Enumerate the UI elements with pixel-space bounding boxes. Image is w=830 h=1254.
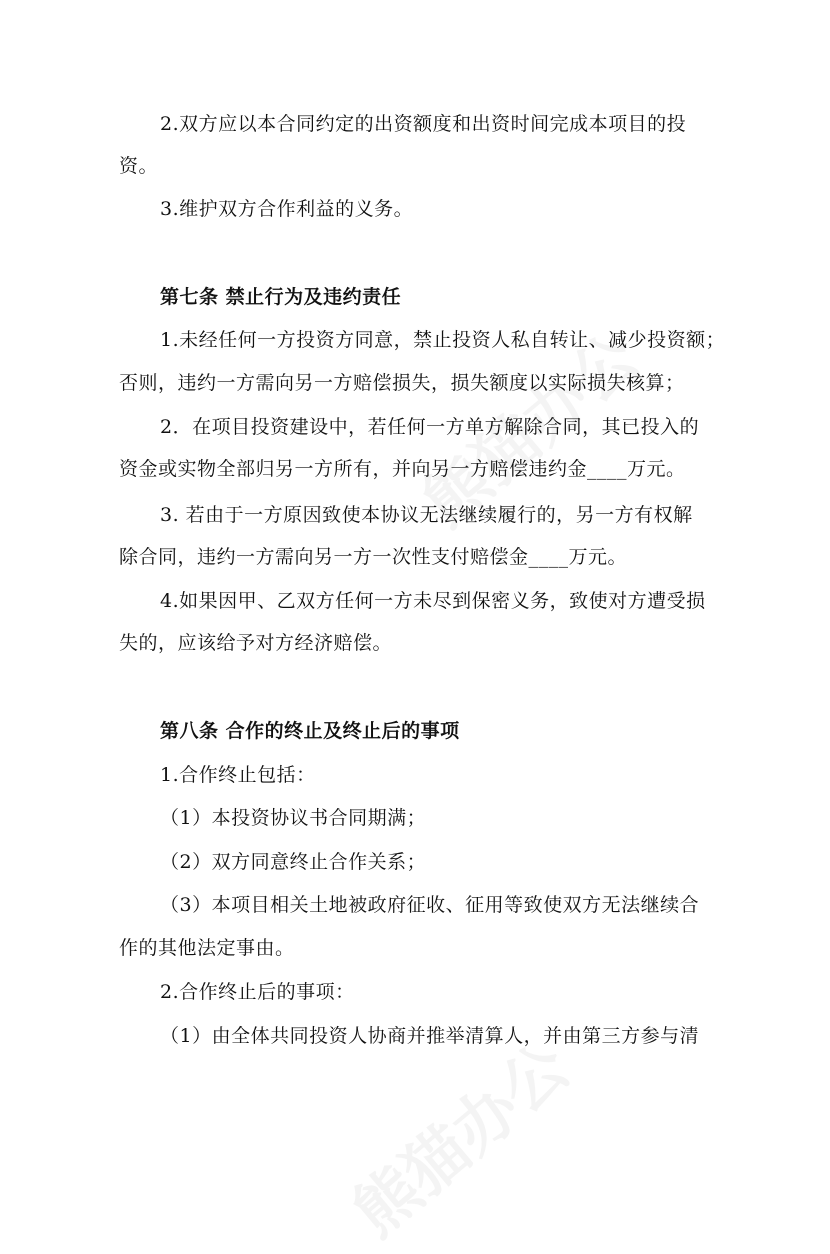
- article-7-item-4-line-1: 4.如果因甲、乙双方任何一方未尽到保密义务，致使对方遭受损: [160, 590, 706, 612]
- article-8-item-1-sub-2: （2）双方同意终止合作关系；: [160, 851, 427, 873]
- article-7-item-1-line-2: 否则，违约一方需向另一方赔偿损失，损失额度以实际损失核算；: [119, 372, 685, 394]
- article-7-item-3-line-1: 3. 若由于一方原因致使本协议无法继续履行的，另一方有权解: [160, 504, 693, 526]
- article-8-item-1: 1.合作终止包括：: [160, 764, 316, 786]
- article-7-heading: 第七条 禁止行为及违约责任: [160, 286, 402, 308]
- clause-6-item-3: 3.维护双方合作利益的义务。: [160, 198, 414, 220]
- article-8-item-2: 2.合作终止后的事项：: [160, 981, 355, 1003]
- article-8-item-2-sub-1: （1）由全体共同投资人协商并推举清算人，并由第三方参与清: [160, 1025, 700, 1047]
- article-7-item-4-line-2: 失的，应该给予对方经济赔偿。: [119, 632, 393, 654]
- article-7-item-3-line-2: 除合同，违约一方需向另一方一次性支付赔偿金____万元。: [119, 546, 628, 568]
- article-8-heading: 第八条 合作的终止及终止后的事项: [160, 720, 460, 742]
- article-7-item-2-line-2: 资金或实物全部归另一方所有，并向另一方赔偿违约金____万元。: [119, 458, 686, 480]
- article-7-item-2-line-1: 2．在项目投资建设中，若任何一方单方解除合同，其已投入的: [160, 416, 700, 438]
- clause-6-item-2-line-1: 2.双方应以本合同约定的出资额度和出资时间完成本项目的投: [160, 113, 687, 135]
- article-7-item-1-line-1: 1.未经任何一方投资方同意，禁止投资人私自转让、减少投资额；: [160, 329, 726, 351]
- clause-6-item-2-line-2: 资。: [119, 155, 159, 177]
- article-8-item-1-sub-3-line-2: 作的其他法定事由。: [119, 937, 295, 959]
- article-8-item-1-sub-1: （1）本投资协议书合同期满；: [160, 807, 427, 829]
- article-8-item-1-sub-3-line-1: （3）本项目相关土地被政府征收、征用等致使双方无法继续合: [160, 894, 700, 916]
- watermark-bottom: [330, 1018, 585, 1253]
